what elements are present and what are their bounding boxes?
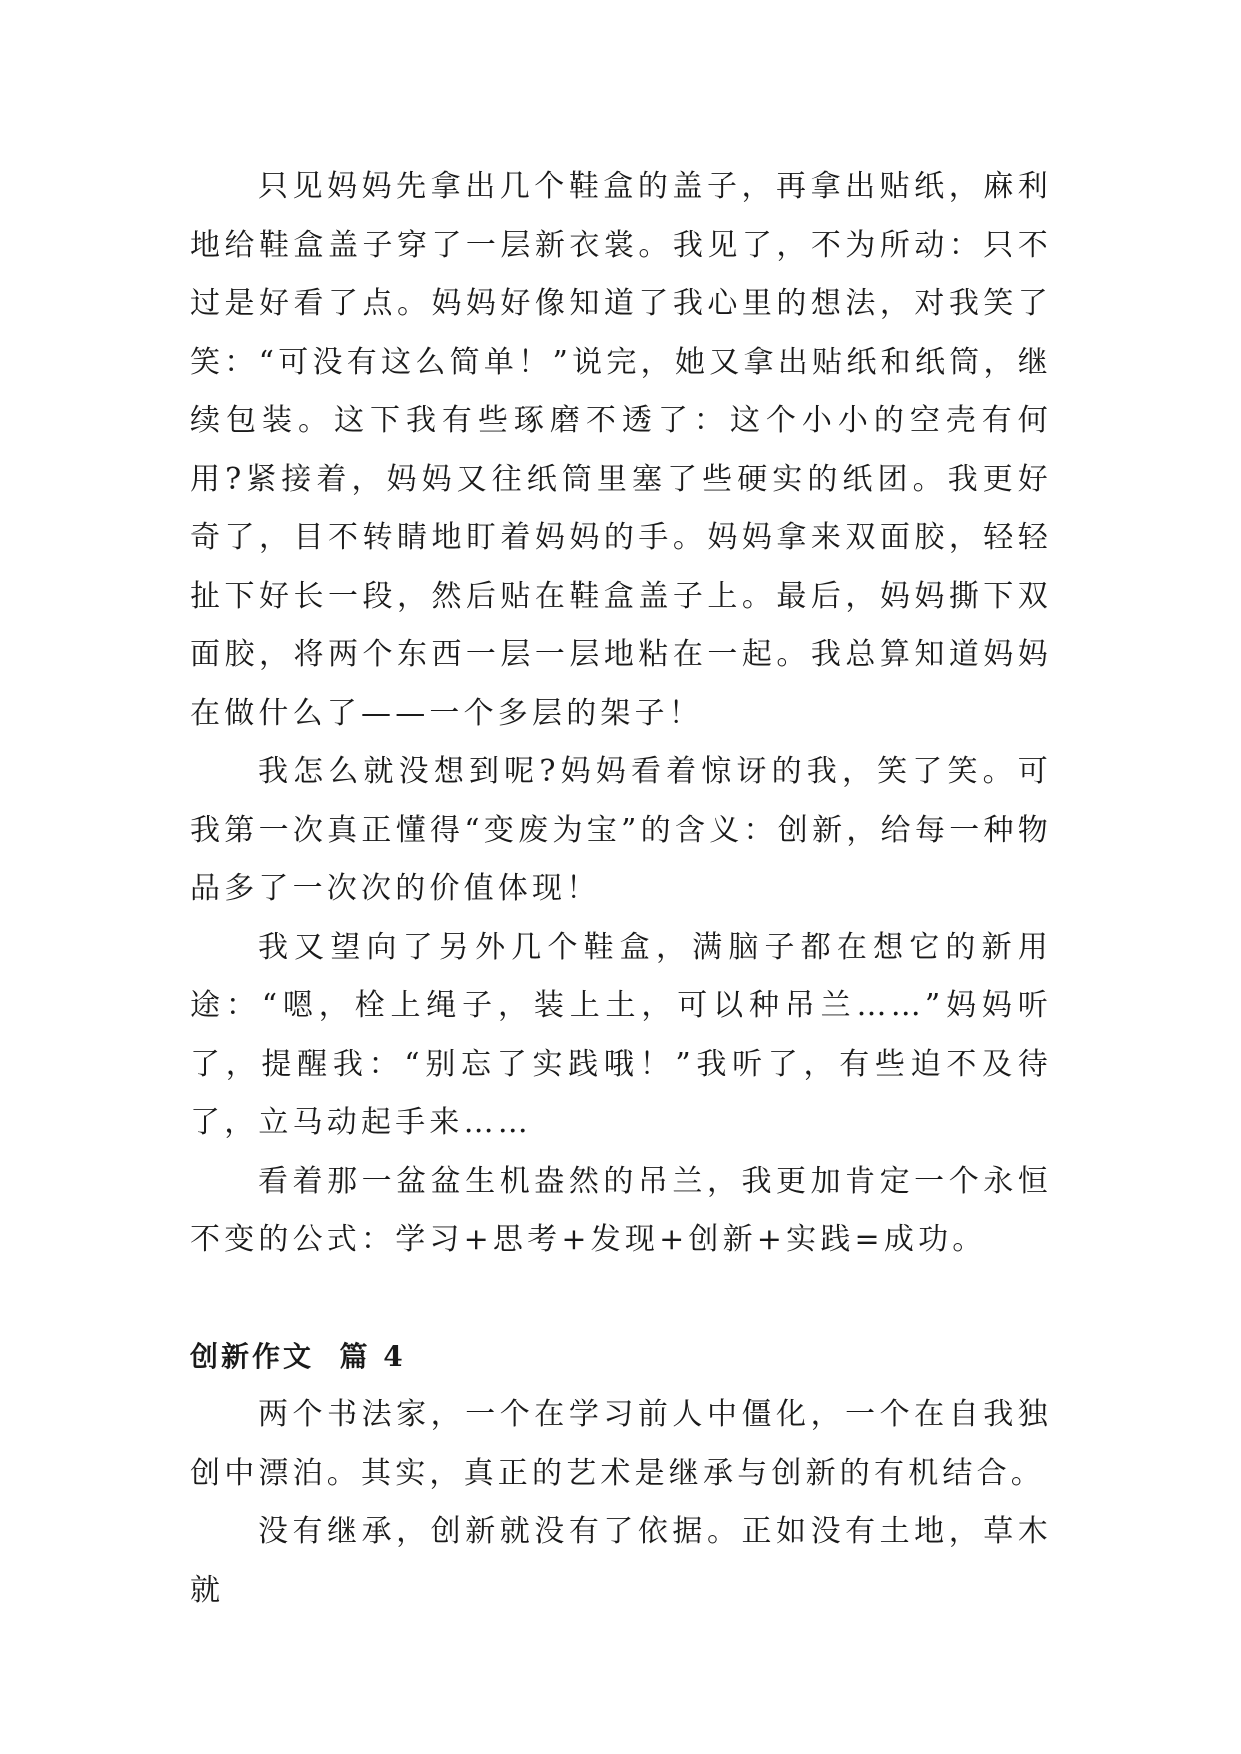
paragraph-realization: 我怎么就没想到呢?妈妈看着惊讶的我，笑了笑。可我第一次真正懂得“变废为宝”的含义：创新，给每一种物品多了一次次的价值体现！	[190, 754, 1052, 906]
paragraph-calligraphers: 两个书法家，一个在学习前人中僵化，一个在自我独创中漂泊。其实，真正的艺术是继承与创新的有机结合。	[190, 1397, 1052, 1491]
paragraph-inheritance: 没有继承，创新就没有了依据。正如没有土地，草木就	[190, 1514, 1052, 1608]
paragraph-shoebox-shelf: 只见妈妈先拿出几个鞋盒的盖子，再拿出贴纸，麻利地给鞋盒盖子穿了一层新衣裳。我见了，不为所动：只不过是好看了点。妈妈好像知道了我心里的想法，对我笑了笑：“可没有这么简单！”说完，她又拿出贴纸和纸筒，继续包装。这下我有些琢磨不透了：这个小小的空壳有何用?紧接着，妈妈又往纸筒里塞了些硬实的纸团。我更好奇了，目不转睛地盯着妈妈的手。妈妈拿来双面胶，轻轻扯下好长一段，然后贴在鞋盒盖子上。最后，妈妈撕下双面胶，将两个东西一层一层地粘在一起。我总算知道妈妈在做什么了——一个多层的架子！	[190, 169, 1052, 731]
document-body	[190, 158, 1052, 1620]
section-heading: 创新作文 篇 4	[190, 1339, 406, 1373]
paragraph-formula: 看着那一盆盆生机盎然的吊兰，我更加肯定一个永恒不变的公式：学习+思考+发现+创新+实践=成功。	[190, 1163, 1052, 1257]
paragraph-new-uses: 我又望向了另外几个鞋盒，满脑子都在想它的新用途：“嗯，栓上绳子，装上土，可以种吊兰……”妈妈听了，提醒我：“别忘了实践哦！”我听了，有些迫不及待了，立马动起手来……	[190, 929, 1052, 1140]
